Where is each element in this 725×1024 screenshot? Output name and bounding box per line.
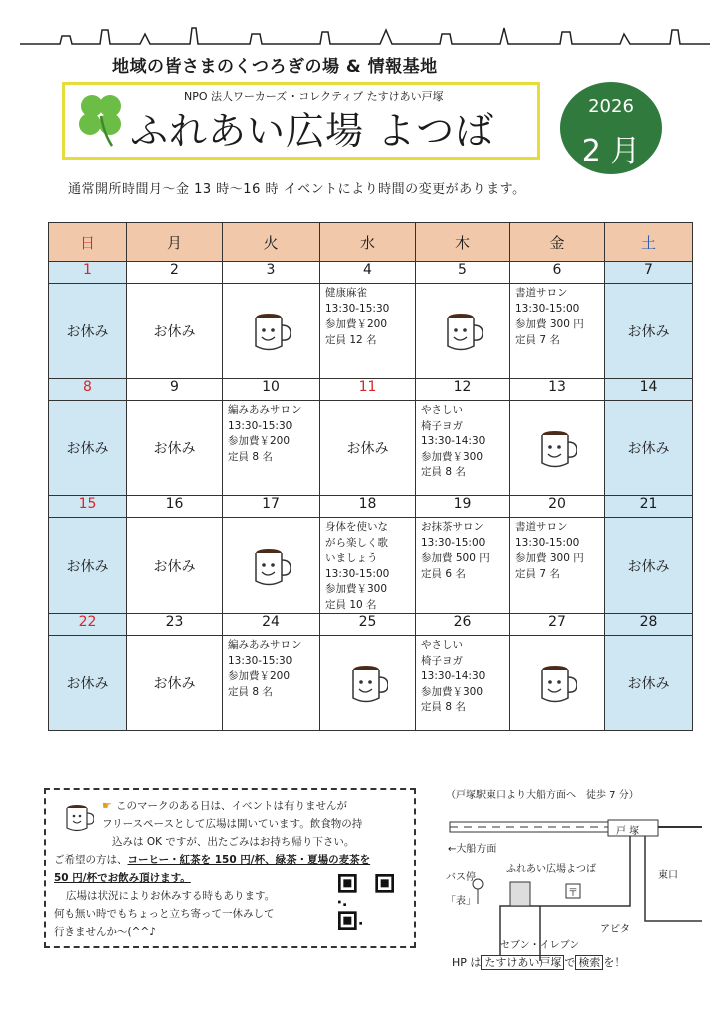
date-number: 19 [416,496,510,518]
event-details: 書道サロン 13:30-15:00 参加費 300 円 定員 7 名 [515,287,584,346]
date-number: 16 [127,496,223,518]
date-row [49,379,693,401]
note-line: 込みは OK ですが、出たごみはお持ち帰り下さい。 [112,836,355,848]
event-details: お抹茶サロン 13:30-15:00 参加費 500 円 定員 6 名 [421,521,490,580]
date-row [49,262,693,284]
coffee-mug-icon [64,800,94,834]
date-number: 13 [510,379,605,401]
date-number: 26 [416,614,510,636]
note-line: 行きませんか～(^^♪ [54,926,156,938]
map-bus-label: バス停 [446,872,476,883]
weekday-header-row [49,223,693,262]
closed-label: お休み [153,558,196,575]
event-cell [223,401,320,496]
closed-cell [320,401,416,496]
note-line: フリースペースとして広場は開いています。飲食物の持 [102,818,363,830]
weekday-header: 日 [49,223,127,262]
hp-search-term: たすけあい戸塚 [481,955,564,970]
map-apita-label: アピタ [600,924,630,935]
map-ofuna-label: ←大船方面 [448,844,497,855]
closed-cell [49,518,127,614]
free-space-cell [510,636,605,731]
qr-code[interactable] [338,874,394,930]
date-number: 15 [49,496,127,518]
event-details: 書道サロン 13:30-15:00 参加費 300 円 定員 7 名 [515,521,584,580]
date-number: 28 [605,614,693,636]
event-row [49,636,693,731]
map-shop-label: ふれあい広場よつば [506,864,596,875]
event-details: 編みあみサロン 13:30-15:30 参加費￥200 定員 8 名 [228,404,302,463]
weekday-header: 木 [416,223,510,262]
event-cell [223,636,320,731]
map-omote-label: 「表」 [446,896,476,907]
date-number: 20 [510,496,605,518]
closed-cell [49,284,127,379]
free-space-cell [223,284,320,379]
closed-cell [605,636,693,731]
homepage-hint [452,954,625,970]
closed-label: お休み [66,676,109,692]
coffee-mug-icon [510,401,604,495]
date-number: 24 [223,614,320,636]
event-cell [416,401,510,496]
note-text: ご希望の方は、 [54,854,128,866]
date-number: 25 [320,614,416,636]
weekday-header: 金 [510,223,605,262]
date-number: 10 [223,379,320,401]
closed-label: お休み [66,441,109,457]
closed-cell [127,284,223,379]
coffee-mug-icon [416,284,509,378]
free-space-cell [223,518,320,614]
event-details: やさしい 椅子ヨガ 13:30-14:30 参加費￥300 定員 8 名 [421,404,486,478]
event-cell [320,518,416,614]
date-number: 3 [223,262,320,284]
map-heading: （戸塚駅東口より大船方面へ 徒歩 7 分） [446,790,639,801]
date-number: 22 [49,614,127,636]
closed-cell [49,636,127,731]
note-line [54,852,370,867]
note-price: コーヒー・紅茶を 150 円/杯、緑茶・夏場の麦茶を [127,854,371,866]
date-number: 7 [605,262,693,284]
note-line: 広場は状況によりお休みする時もあります。 [66,890,276,902]
event-cell [510,518,605,614]
main-title: ふれあい広場 よつば [130,109,495,153]
closed-cell [605,401,693,496]
closed-label: お休み [627,676,670,692]
weekday-header: 水 [320,223,416,262]
access-map [440,786,710,976]
year-label: 2026 [588,96,634,117]
date-number: 12 [416,379,510,401]
org-name: NPO 法人ワーカーズ・コレクティブ たすけあい戸塚 [184,90,444,103]
closed-label: お休み [66,558,109,575]
date-number: 14 [605,379,693,401]
map-east-exit-label: 東口 [658,870,678,881]
note-line: 何も無い時でもちょっと立ち寄って一休みして [54,908,275,920]
coffee-mug-icon [510,636,604,730]
hp-search-word: 検索 [575,955,603,970]
free-space-cell [320,636,416,731]
date-number: 23 [127,614,223,636]
hp-text: で [564,956,576,969]
closed-label: お休み [66,324,109,340]
date-number: 8 [49,379,127,401]
date-number: 21 [605,496,693,518]
date-number: 6 [510,262,605,284]
opening-hours: 通常開所時間月～金 13 時～16 時 イベントにより時間の変更があります。 [68,182,526,197]
closed-cell [605,518,693,614]
event-row [49,401,693,496]
closed-label: お休み [153,324,196,340]
closed-cell [127,401,223,496]
event-row [49,518,693,614]
weekday-header: 土 [605,223,693,262]
hp-text: を！ [603,956,626,969]
weekday-header: 火 [223,223,320,262]
closed-label: お休み [153,441,196,457]
closed-cell [127,518,223,614]
coffee-mug-icon [223,518,319,613]
calendar-table [48,222,693,731]
event-cell [416,518,510,614]
map-seven-eleven-label: セブン・イレブン [500,940,580,951]
coffee-mug-icon [223,284,319,378]
event-details: 編みあみサロン 13:30-15:30 参加費￥200 定員 8 名 [228,639,302,698]
date-number: 17 [223,496,320,518]
free-space-cell [510,401,605,496]
closed-cell [605,284,693,379]
event-details: 健康麻雀 13:30-15:30 参加費￥200 定員 12 名 [325,287,390,346]
clover-icon [76,92,126,148]
date-number: 1 [49,262,127,284]
month-badge [560,82,662,174]
event-cell [510,284,605,379]
hp-text: HP は [452,956,482,969]
closed-cell [127,636,223,731]
date-number: 27 [510,614,605,636]
date-number: 4 [320,262,416,284]
event-cell [320,284,416,379]
date-number: 9 [127,379,223,401]
closed-label: お休み [627,441,670,457]
closed-cell [49,401,127,496]
map-post-office-label: 〒 [568,888,578,899]
date-number: 2 [127,262,223,284]
closed-label: お休み [627,324,670,340]
date-number: 5 [416,262,510,284]
map-station-label: 戸 塚 [616,826,640,837]
date-row [49,496,693,518]
tagline: 地域の皆さまのくつろぎの場 & 情報基地 [112,57,438,77]
date-number: 11 [320,379,416,401]
event-details: やさしい 椅子ヨガ 13:30-14:30 参加費￥300 定員 8 名 [421,639,486,713]
free-space-cell [416,284,510,379]
weekday-header: 月 [127,223,223,262]
date-number: 18 [320,496,416,518]
closed-label: お休み [627,558,670,575]
closed-label: お休み [346,441,389,457]
event-details: 身体を使いな がら楽しく歌 いましょう 13:30-15:00 参加費￥300 定員 10 名 [325,521,390,611]
date-row [49,614,693,636]
skyline-decoration [20,20,710,52]
closed-label: お休み [153,676,196,692]
note-line: このマークのある日は、イベントは有りませんが [116,800,347,812]
month-label: 2 月 [581,134,641,169]
event-row [49,284,693,379]
pointing-hand-icon: ☛ [102,799,112,812]
note-line: 50 円/杯でお飲み頂けます。 [54,872,191,884]
coffee-mug-icon [320,636,415,730]
event-cell [416,636,510,731]
